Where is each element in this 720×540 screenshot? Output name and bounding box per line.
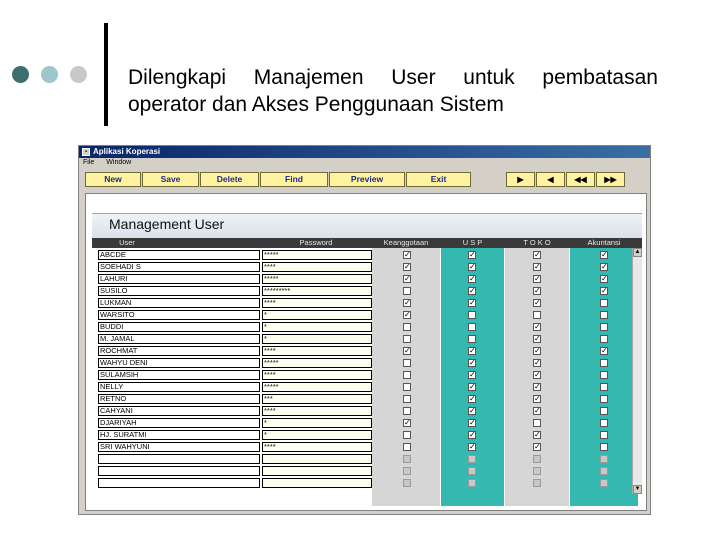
- user-cell[interactable]: BUDDI: [98, 322, 260, 332]
- user-cell[interactable]: RETNO: [98, 394, 260, 404]
- password-cell[interactable]: *****: [262, 358, 372, 368]
- keanggotaan-checkbox[interactable]: [403, 359, 411, 367]
- last-record-button[interactable]: ▶▶: [596, 172, 625, 187]
- password-cell[interactable]: *: [262, 310, 372, 320]
- save-button[interactable]: Save: [142, 172, 199, 187]
- keanggotaan-checkbox[interactable]: [403, 407, 411, 415]
- password-cell[interactable]: ****: [262, 406, 372, 416]
- keanggotaan-checkbox[interactable]: ✓: [404, 298, 411, 307]
- user-cell[interactable]: SOEHADI S: [98, 262, 260, 272]
- app-window: [78, 145, 651, 515]
- user-cell[interactable]: NELLY: [98, 382, 260, 392]
- password-cell[interactable]: ****: [262, 262, 372, 272]
- col-header-password: Password: [299, 238, 333, 247]
- password-cell[interactable]: ****: [262, 442, 372, 452]
- keanggotaan-checkbox[interactable]: [403, 287, 411, 295]
- keanggotaan-checkbox[interactable]: [403, 323, 411, 331]
- user-cell[interactable]: [98, 466, 260, 476]
- akuntansi-checkbox[interactable]: [600, 383, 608, 391]
- exit-button[interactable]: Exit: [406, 172, 471, 187]
- management-user-panel: [85, 193, 647, 511]
- toko-checkbox[interactable]: ✓: [534, 442, 541, 451]
- password-cell[interactable]: [262, 478, 372, 488]
- preview-button[interactable]: Preview: [329, 172, 405, 187]
- scroll-down-arrow-icon[interactable]: ▼: [634, 486, 641, 492]
- user-cell[interactable]: HJ. SURATMI: [98, 430, 260, 440]
- usp-checkbox[interactable]: [468, 467, 476, 475]
- toko-checkbox[interactable]: ✓: [534, 370, 541, 379]
- toko-checkbox[interactable]: ✓: [534, 334, 541, 343]
- akuntansi-checkbox[interactable]: ✓: [601, 250, 608, 259]
- keanggotaan-checkbox[interactable]: [403, 383, 411, 391]
- title-word: User: [391, 66, 436, 89]
- title-word: pembatasan: [542, 66, 658, 89]
- toko-checkbox[interactable]: [533, 467, 541, 475]
- toolbar: [85, 172, 647, 187]
- password-cell[interactable]: *****: [262, 274, 372, 284]
- title-word: Dilengkapi: [128, 66, 227, 89]
- password-cell[interactable]: *: [262, 334, 372, 344]
- col-header-keanggotaan: Keanggotaan: [383, 238, 429, 247]
- akuntansi-checkbox[interactable]: [600, 323, 608, 331]
- usp-checkbox[interactable]: ✓: [469, 394, 476, 403]
- akuntansi-checkbox[interactable]: ✓: [601, 262, 608, 271]
- toko-checkbox[interactable]: [533, 455, 541, 463]
- keanggotaan-checkbox[interactable]: [403, 455, 411, 463]
- usp-checkbox[interactable]: ✓: [469, 418, 476, 427]
- usp-checkbox[interactable]: ✓: [469, 250, 476, 259]
- akuntansi-checkbox[interactable]: [600, 443, 608, 451]
- slide-title-line1: [128, 64, 658, 91]
- keanggotaan-checkbox[interactable]: [403, 395, 411, 403]
- usp-checkbox[interactable]: [468, 323, 476, 331]
- password-cell[interactable]: ****: [262, 298, 372, 308]
- col-header-user: User: [119, 238, 135, 247]
- akuntansi-checkbox[interactable]: [600, 395, 608, 403]
- password-cell[interactable]: *********: [262, 286, 372, 296]
- akuntansi-checkbox[interactable]: [600, 335, 608, 343]
- password-cell[interactable]: ****: [262, 370, 372, 380]
- keanggotaan-checkbox[interactable]: [403, 335, 411, 343]
- user-cell[interactable]: [98, 478, 260, 488]
- toko-checkbox[interactable]: ✓: [534, 406, 541, 415]
- password-cell[interactable]: *: [262, 418, 372, 428]
- user-cell[interactable]: ROCHMAT: [98, 346, 260, 356]
- user-cell[interactable]: LUKMAN: [98, 298, 260, 308]
- keanggotaan-checkbox[interactable]: ✓: [404, 262, 411, 271]
- first-record-button[interactable]: ◀◀: [566, 172, 595, 187]
- usp-checkbox[interactable]: [468, 311, 476, 319]
- slide-title-line2: operator dan Akses Penggunaan Sistem: [128, 93, 504, 116]
- toko-checkbox[interactable]: ✓: [534, 286, 541, 295]
- keanggotaan-checkbox[interactable]: ✓: [404, 310, 411, 319]
- user-cell[interactable]: CAHYANI: [98, 406, 260, 416]
- password-cell[interactable]: *: [262, 430, 372, 440]
- toko-checkbox[interactable]: ✓: [534, 394, 541, 403]
- col-header-akuntansi: Akuntansi: [587, 238, 621, 247]
- user-cell[interactable]: M. JAMAL: [98, 334, 260, 344]
- password-cell[interactable]: [262, 466, 372, 476]
- toko-checkbox[interactable]: ✓: [534, 430, 541, 439]
- usp-checkbox[interactable]: ✓: [469, 442, 476, 451]
- panel-header: [92, 213, 642, 238]
- window-title: Aplikasi Koperasi: [93, 147, 161, 156]
- toko-checkbox[interactable]: [533, 311, 541, 319]
- toko-checkbox[interactable]: ✓: [534, 358, 541, 367]
- usp-checkbox[interactable]: ✓: [469, 382, 476, 391]
- akuntansi-checkbox[interactable]: ✓: [601, 274, 608, 283]
- akuntansi-checkbox[interactable]: [600, 479, 608, 487]
- usp-checkbox[interactable]: ✓: [469, 370, 476, 379]
- toko-checkbox[interactable]: ✓: [534, 262, 541, 271]
- keanggotaan-checkbox[interactable]: [403, 443, 411, 451]
- keanggotaan-checkbox[interactable]: ✓: [404, 346, 411, 355]
- user-cell[interactable]: LAHURI: [98, 274, 260, 284]
- akuntansi-checkbox[interactable]: [600, 467, 608, 475]
- keanggotaan-checkbox[interactable]: [403, 467, 411, 475]
- find-button[interactable]: Find: [260, 172, 328, 187]
- user-cell[interactable]: WAHYU DENI: [98, 358, 260, 368]
- keanggotaan-checkbox[interactable]: [403, 479, 411, 487]
- bullet-dot-light: [41, 66, 58, 83]
- usp-checkbox[interactable]: ✓: [469, 358, 476, 367]
- title-word: Manajemen: [253, 66, 364, 89]
- user-cell[interactable]: SULAMSIH: [98, 370, 260, 380]
- keanggotaan-checkbox[interactable]: [403, 371, 411, 379]
- keanggotaan-checkbox[interactable]: ✓: [404, 274, 411, 283]
- toko-checkbox[interactable]: ✓: [534, 274, 541, 283]
- usp-checkbox[interactable]: ✓: [469, 430, 476, 439]
- akuntansi-checkbox[interactable]: [600, 359, 608, 367]
- akuntansi-checkbox[interactable]: [600, 455, 608, 463]
- toko-checkbox[interactable]: ✓: [534, 322, 541, 331]
- usp-checkbox[interactable]: ✓: [469, 298, 476, 307]
- usp-checkbox[interactable]: ✓: [469, 346, 476, 355]
- usp-checkbox[interactable]: ✓: [469, 262, 476, 271]
- toko-checkbox[interactable]: ✓: [534, 382, 541, 391]
- window-titlebar[interactable]: [79, 146, 650, 158]
- next-record-button[interactable]: ▶: [506, 172, 535, 187]
- page-title: Management User: [109, 216, 225, 232]
- user-cell[interactable]: SRI WAHYUNI: [98, 442, 260, 452]
- akuntansi-checkbox[interactable]: [600, 299, 608, 307]
- toko-checkbox[interactable]: [533, 479, 541, 487]
- password-cell[interactable]: ***: [262, 394, 372, 404]
- user-cell[interactable]: SUSILO: [98, 286, 260, 296]
- password-cell[interactable]: ****: [262, 346, 372, 356]
- toko-checkbox[interactable]: ✓: [534, 250, 541, 259]
- bullet-dot-dark: [12, 66, 29, 83]
- app-icon: ▪: [82, 148, 90, 156]
- keanggotaan-checkbox[interactable]: ✓: [404, 250, 411, 259]
- menu-file[interactable]: File: [83, 159, 95, 166]
- prev-record-button[interactable]: ◀: [536, 172, 565, 187]
- col-header-toko: T O K O: [523, 238, 551, 247]
- akuntansi-checkbox[interactable]: [600, 371, 608, 379]
- toolbar-spacer: [472, 172, 505, 187]
- bullet-dot-grey: [70, 66, 87, 83]
- vertical-scrollbar[interactable]: [632, 248, 642, 494]
- usp-checkbox[interactable]: [468, 455, 476, 463]
- akuntansi-checkbox[interactable]: [600, 431, 608, 439]
- toko-checkbox[interactable]: [533, 419, 541, 427]
- akuntansi-checkbox[interactable]: ✓: [601, 286, 608, 295]
- user-cell[interactable]: ABCDE: [98, 250, 260, 260]
- password-cell[interactable]: *: [262, 322, 372, 332]
- keanggotaan-checkbox[interactable]: ✓: [404, 418, 411, 427]
- new-button[interactable]: New: [85, 172, 141, 187]
- usp-checkbox[interactable]: [468, 479, 476, 487]
- akuntansi-checkbox[interactable]: ✓: [601, 346, 608, 355]
- akuntansi-checkbox[interactable]: [600, 311, 608, 319]
- delete-button[interactable]: Delete: [200, 172, 259, 187]
- user-cell[interactable]: DJARIYAH: [98, 418, 260, 428]
- user-cell[interactable]: [98, 454, 260, 464]
- akuntansi-checkbox[interactable]: [600, 419, 608, 427]
- user-cell[interactable]: WARSITO: [98, 310, 260, 320]
- slide-title: [128, 64, 658, 118]
- user-grid: [92, 238, 642, 508]
- title-word: untuk: [463, 66, 515, 89]
- password-cell[interactable]: [262, 454, 372, 464]
- usp-checkbox[interactable]: ✓: [469, 274, 476, 283]
- title-divider: [104, 23, 108, 126]
- menu-window[interactable]: Window: [106, 159, 132, 166]
- col-header-usp: U S P: [462, 238, 483, 247]
- usp-checkbox[interactable]: [468, 335, 476, 343]
- akuntansi-checkbox[interactable]: [600, 407, 608, 415]
- toko-checkbox[interactable]: ✓: [534, 298, 541, 307]
- scroll-up-arrow-icon[interactable]: ▲: [634, 249, 641, 255]
- password-cell[interactable]: *****: [262, 382, 372, 392]
- password-cell[interactable]: *****: [262, 250, 372, 260]
- menubar: [79, 158, 650, 168]
- usp-checkbox[interactable]: ✓: [469, 406, 476, 415]
- toko-checkbox[interactable]: ✓: [534, 346, 541, 355]
- usp-checkbox[interactable]: ✓: [469, 286, 476, 295]
- keanggotaan-checkbox[interactable]: [403, 431, 411, 439]
